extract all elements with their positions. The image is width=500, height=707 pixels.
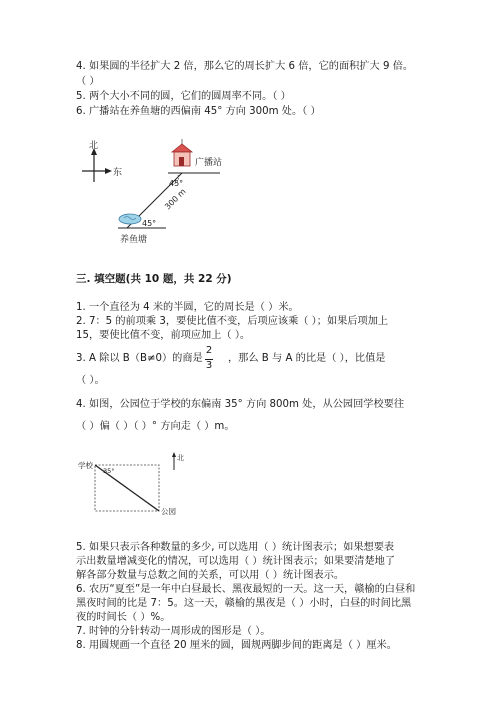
question-4-line1: 4. 如图，公园位于学校的东偏南 35° 方向 800m 处，从公园回学校要往 — [76, 399, 405, 410]
angle-bottom-label: 45° — [142, 219, 157, 228]
section-title: 三. 填空题(共 10 题，共 22 分) — [76, 273, 232, 285]
question-3-line1a: 3. A 除以 B（B≠0）的商是 — [76, 353, 203, 364]
school-label: 学校 — [78, 461, 93, 470]
fraction-denominator: 3 — [205, 360, 213, 371]
question-2-line1: 2. 7：5 的前项乘 3，要使比值不变，后项应该乘（ ）；如果后项加上 — [76, 316, 389, 327]
question-4-line2: （ ）偏（ ）（ ）° 方向走（ ）m。 — [76, 421, 235, 432]
question-5-line2: 示出数量增减变化的情况，可以选用（ ）统计图表示；如果要清楚地了 — [76, 556, 396, 567]
direction-figure-station — [80, 138, 280, 253]
north-label: 北 — [177, 454, 184, 462]
question-5-line1: 5. 如果只表示各种数量的多少, 可以选用（ ）统计图表示；如果想要表 — [76, 542, 395, 553]
fraction-numerator: 2 — [205, 345, 213, 356]
question-8: 8. 用圆规画一个直径 20 厘米的圆，圆规两脚步间的距离是（ ）厘米。 — [76, 640, 397, 651]
question-7: 7. 时钟的分针转动一周形成的图形是（ ）。 — [76, 626, 271, 637]
judge-item-6: 6. 广播站在养鱼塘的西偏南 45° 方向 300m 处。（ ） — [76, 106, 321, 117]
question-3-line1b: ，那么 B 与 A 的比是（ ），比值是 — [228, 353, 386, 364]
question-6-line3: 夜的时间长（ ）%。 — [76, 612, 171, 623]
question-5-line3: 解各部分数量与总数之间的关系，可以用（ ）统计图表示。 — [76, 570, 345, 581]
angle-top-label: 45° — [169, 179, 184, 188]
house-icon — [172, 139, 192, 166]
station-label: 广播站 — [195, 158, 223, 168]
question-1: 1. 一个直径为 4 米的半圆，它的周长是（ ）米。 — [76, 302, 299, 313]
distance-label: 300 m — [163, 186, 188, 212]
park-label: 公园 — [161, 507, 176, 516]
angle-label: 35° — [103, 467, 115, 475]
question-6-line1: 6. 农历“夏至”是一年中白昼最长、黑夜最短的一天。这一天，赣榆的白昼和 — [76, 584, 416, 595]
pond-icon — [119, 214, 141, 224]
east-label: 东 — [113, 168, 123, 178]
question-2-line2: 15，要使比值不变，前项应加上（ ）。 — [76, 330, 251, 341]
north-label: 北 — [89, 141, 99, 151]
question-3-line2: （ ）。 — [76, 375, 105, 386]
judge-item-5: 5. 两个大小不同的圆，它们的圆周率不同。（ ） — [76, 91, 291, 102]
judge-item-4: 4. 如果圆的半径扩大 2 倍，那么它的周长扩大 6 倍，它的面积扩大 9 倍。 — [76, 61, 414, 72]
question-6-line2: 黑夜时间的比是 7：5。这一天，赣榆的黑夜是（ ）小时，白昼的时间比黑 — [76, 598, 412, 609]
east-arrow-icon — [105, 168, 112, 174]
direction-figure-school — [78, 452, 188, 522]
north-arrow-icon — [172, 452, 176, 457]
pond-label: 养鱼塘 — [120, 235, 148, 245]
judge-item-4-blank: （ ） — [76, 76, 100, 87]
